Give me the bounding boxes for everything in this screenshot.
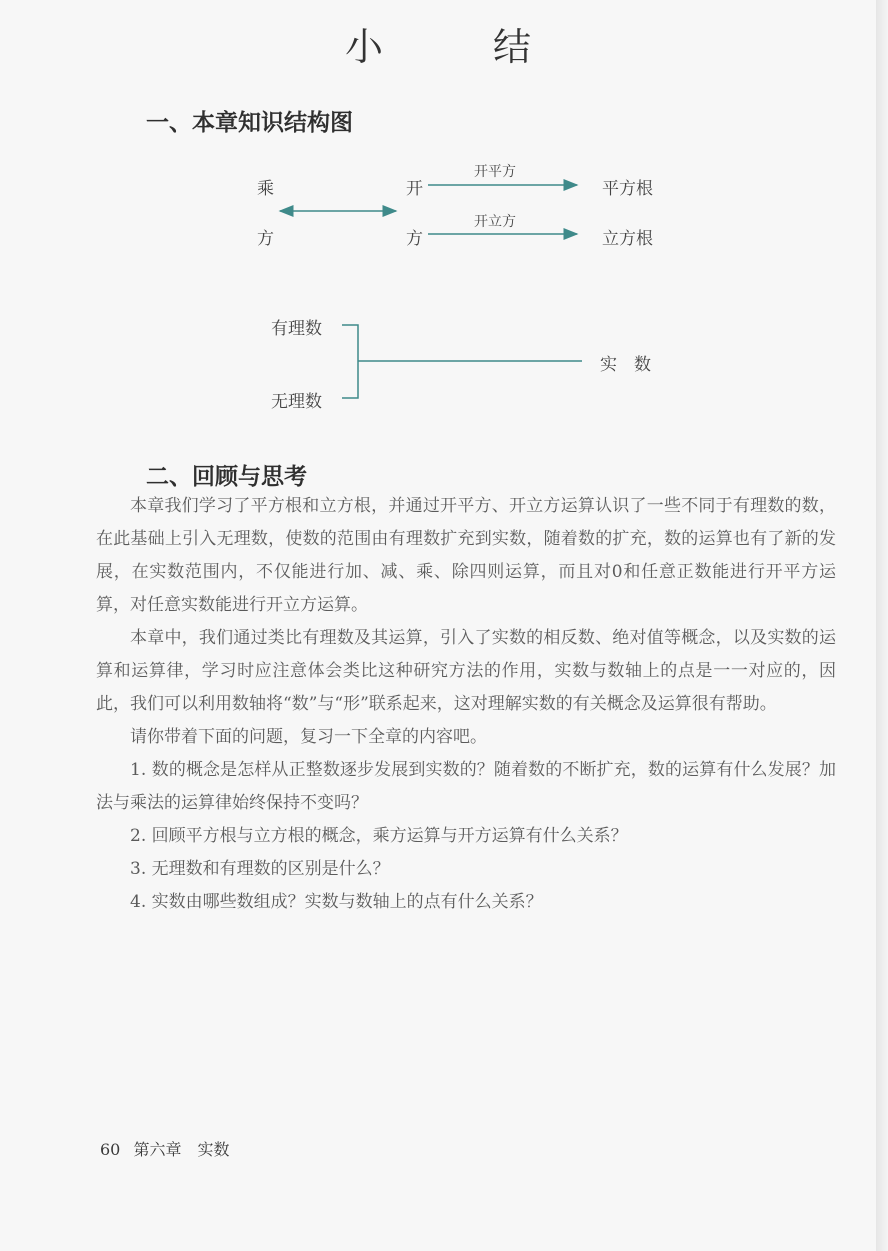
- label-irrational-numbers: 无理数: [271, 392, 322, 412]
- paragraph: 本章我们学习了平方根和立方根，并通过开平方、开立方运算认识了一些不同于有理数的数，在此基础上引入无理数，使数的范围由有理数扩充到实数，随着数的扩充，数的运算也有了新的发展，在实数范围内，不仅能进行加、减、乘、除四则运算，而且对0和任意正数能进行开平方运算，对任意实数能进行开立方运算。: [96, 496, 836, 615]
- label-cube-root: 立方根: [602, 229, 653, 249]
- review-body: [96, 490, 836, 919]
- question-item: 1. 数的概念是怎样从正整数逐步发展到实数的？随着数的不断扩充，数的运算有什么发展？加法与乘法的运算律始终保持不变吗？: [96, 760, 836, 813]
- page-number: 60: [100, 1140, 121, 1159]
- label-square-root: 平方根: [602, 179, 653, 199]
- label-cheng: 乘: [257, 179, 274, 199]
- label-real-numbers: 实 数: [600, 355, 651, 375]
- section-heading-structure: 一、本章知识结构图: [146, 110, 353, 136]
- label-square-root-operation: 开平方: [474, 164, 516, 180]
- bracket-rational-irrational: [342, 325, 358, 398]
- label-rational-numbers: 有理数: [271, 319, 322, 339]
- page-title: 小 结: [344, 25, 567, 69]
- label-cube-root-operation: 开立方: [474, 214, 516, 230]
- page-footer: [100, 1137, 237, 1160]
- page-edge: [876, 0, 888, 1251]
- label-fang-mid: 方: [406, 229, 423, 249]
- question-item: 4. 实数由哪些数组成？实数与数轴上的点有什么关系？: [130, 892, 543, 912]
- diagram-lines: [0, 0, 876, 430]
- paragraph: 本章中，我们通过类比有理数及其运算，引入了实数的相反数、绝对值等概念，以及实数的运算和运算律，学习时应注意体会类比这种研究方法的作用，实数与数轴上的点是一一对应的，因此，我们可以利用数轴将“数”与“形”联系起来，这对理解实数的有关概念及运算很有帮助。: [96, 628, 836, 714]
- question-item: 2. 回顾平方根与立方根的概念，乘方运算与开方运算有什么关系？: [130, 826, 628, 846]
- paragraph: 请你带着下面的问题，复习一下全章的内容吧。: [130, 727, 487, 747]
- label-kai: 开: [406, 179, 423, 199]
- label-fang-left: 方: [257, 229, 274, 249]
- chapter-label: 第六章 实数: [133, 1140, 230, 1159]
- question-item: 3. 无理数和有理数的区别是什么？: [130, 859, 390, 879]
- section-heading-review: 二、回顾与思考: [146, 464, 307, 490]
